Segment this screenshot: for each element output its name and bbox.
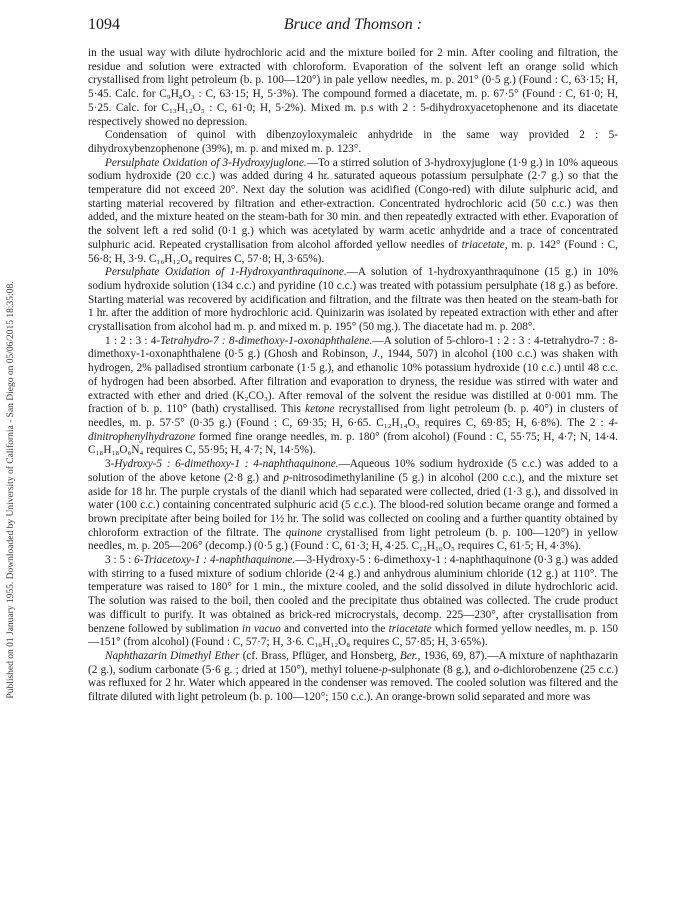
paragraph-p8 xyxy=(88,650,618,705)
italic-run: Tetrahydro-7 : 8-dimethoxy-1-oxonaphthalene. xyxy=(160,334,373,347)
italic-run: in vacuo xyxy=(241,622,281,635)
text-run: -dichlorobenzene (25 c.c.) was refluxed for 2 hr. Water which appeared in the condenser was removed. The cooled solution was filtered and the filtrate diluted with light petroleum (b. p. 100—120°; 150 c.c.). An orange-brown solid separated and more was xyxy=(88,663,618,704)
text-run: 3 : 5 : xyxy=(105,554,135,567)
text-run: —A solution of 1-hydroxyanthraquinone (15 g.) in 10% sodium hydroxide solution (134 c.c.) and pyridine (10 c.c.) was treated with potassium persulphate (18 g.) as before. Starting material was recovered by acidification and filtration, and the filtrate was then heated on the steam-bath for 1 hr. after the addition of more hydrochloric acid. Quinizarin was isolated by repeated extraction with ether and after crystallisation from alcohol had m. p. and mixed m. p. 195° (50 mg.). The diacetate had m. p. 208°. xyxy=(88,266,618,334)
text-run: which formed yellow needles, m. p. 150—151° (from alcohol) (Found : C, 57·7; H, 3·6. C₁₆H₁₂O₈ requires C, 57·85; H, 3·65%). xyxy=(88,622,618,649)
running-head: Bruce and Thomson : xyxy=(283,16,423,33)
paragraph-p2 xyxy=(88,129,618,156)
italic-run: o xyxy=(493,663,500,676)
text-run: (cf. Brass, Pflüger, and Honsberg, xyxy=(239,649,400,662)
text-run: 1 : 2 : 3 : 4- xyxy=(105,334,161,347)
paragraph-p7 xyxy=(88,554,618,650)
text-run: , 1936, 69, 87).—A mixture of naphthazarin (2 g.), sodium carbonate (5·6 g. ; dried at 150°), methyl toluene- xyxy=(88,649,618,676)
page-number: 1094 xyxy=(88,16,120,33)
text-run: —To a stirred solution of 3-hydroxyjuglone (1·9 g.) in 10% aqueous sodium hydroxide (20 c.c.) was added during 4 hr. saturated aqueous potassium persulphate (2·7 g.) so that the temperature did not exceed 20°. Next day the solution was acidified (Congo-red) with dilute sulphuric acid, and starting material recovered by filtration and ether-extraction. Concentrated hydrochloric acid (50 c.c.) was then added, and the mixture heated on the steam-bath for 30 min. and then repeatedly extracted with ether. Evaporation of the solvent left a red solid (0·1 g.) which was acetylated by warm acetic anhydride and a trace of concentrated sulphuric acid. Repeated crystallisation from alcohol afforded yellow needles of xyxy=(88,156,618,251)
text-run: 3- xyxy=(105,458,115,471)
text-run: , 1944, 507) in alcohol (100 c.c.) was shaken with hydrogen, 2% palladised strontium carbonate (1·5 g.), and ethanolic 10% potassium hydroxide (10 c.c.) until 48 c.c. of hydrogen had been absorbed. After filtration and evaporation to dryness, the residue was stirred with water and extracted with ether and dried (K₂CO₃). After removal of the solvent the residue was distilled at 0·001 mm. The fraction of b. p. 110° (bath) crystallised. This xyxy=(88,348,618,416)
text-run: Condensation of quinol with dibenzoyloxymaleic anhydride in the same way provided 2 : 5-dihydroxybenzophenone (39%), m. p. and mixed m. p. 123°. xyxy=(88,129,618,155)
italic-run: triacetate xyxy=(388,622,432,635)
text-run: , m. p. 142° (Found : C, 56·8; H, 3·9. C₁₆H₁₂O₈ requires C, 57·8; H, 3·65%). xyxy=(88,238,618,265)
text-run: crystallised from light petroleum (b. p. 100—120°) in yellow needles, m. p. 205—206° (decomp.) (0·5 g.) (Found : C, 61·3; H, 4·25. C₁₂H₁₀O₅ requires C, 61·5; H, 4·3%). xyxy=(88,526,618,553)
italic-run: Hydroxy-5 : 6-dimethoxy-1 : 4-naphthaquinone. xyxy=(114,458,339,471)
paragraph-p4 xyxy=(88,266,618,335)
text-run: —3-Hydroxy-5 : 6-dimethoxy-1 : 4-naphthaquinone (0·3 g.) was added with stirring to a fused mixture of sodium chloride (2·4 g.) and anhydrous aluminium chloride (12 g.) at 110°. The temperature was raised to 180° for 1 min., the mixture cooled, and the solid dissolved in dilute hydrochloric acid. The solution was raised to the boil, then cooled and the precipitate thus obtained was collected. The crude product was difficult to purify. It was obtained as brick-red microcrystals, decomp. 225—230°, after crystallisation from benzene followed by sublimation xyxy=(88,554,618,635)
italic-run: Naphthazarin Dimethyl Ether xyxy=(105,649,240,662)
download-notice-sidebar xyxy=(4,90,18,890)
text-run: and converted into the xyxy=(280,622,389,635)
download-notice-text: Published on 01 January 1955. Downloaded by University of California - San Diego on 05/06/2015 18:35:08. xyxy=(6,281,16,699)
italic-run: p xyxy=(283,471,289,484)
text-run: —Aqueous 10% sodium hydroxide (5 c.c.) was added to a solution of the above ketone (2·8 g.) and xyxy=(88,458,618,484)
text-run: -sulphonate (8 g.), and xyxy=(387,663,494,676)
italic-run: quinone xyxy=(285,526,322,539)
italic-run: 6-Triacetoxy-1 : 4-naphthaquinone. xyxy=(134,554,296,567)
text-run: -nitrosodimethylaniline (5 g.) in alcohol (200 c.c.), and the mixture set aside for 18 hr. The purple crystals of the dianil which had separated were collected, dried (1·3 g.), and dissolved in water (100 c.c.) containing concentrated sulphuric acid (5 c.c.). The blood-red solution became orange and formed a brown precipitate after being boiled for 1½ hr. The solid was collected on cooling and a further quantity obtained by chloroform extraction of the filtrate. The xyxy=(88,471,618,539)
italic-run: ketone xyxy=(305,403,335,416)
text-run: in the usual way with dilute hydrochloric acid and the mixture boiled for 2 min. After cooling and filtration, the residue and solution were extracted with chloroform. Evaporation of the solvent left an orange solid which crystallised from light petroleum (b. p. 100—120°) in pale yellow needles, m. p. 201° (0·5 g.) (Found : C, 63·15; H, 5·45. Calc. for C₉H₈O₃ : C, 63·15; H, 5·3%). The compound formed a diacetate, m. p. 67·5° (Found : C, 61·0; H, 5·25. Calc. for C₁₃H₁₂O₅ : C, 61·0; H, 5·2%). Mixed m. p.s with 2 : 5-dihydroxyacetophenone and its diacetate respectively showed no depression. xyxy=(88,47,618,128)
text-run: recrystallised from light petroleum (b. p. 40°) in clusters of needles, m. p. 57·5° (0·35 g.) (Found : C, 69·35; H, 6·65. C₁₂H₁₄O₃ requires C, 69·85; H, 6·8%). The 2 : xyxy=(88,403,618,429)
text-run: formed fine orange needles, m. p. 180° (from alcohol) (Found : C, 55·75; H, 4·7; N, 14·4. C₁₈H₁₈O₆N₄ requires C, 55·95; H, 4·7; N, 14·5%). xyxy=(88,430,618,457)
paragraph-p5 xyxy=(88,335,618,458)
paragraph-p1 xyxy=(88,47,618,129)
paragraph-p3 xyxy=(88,157,618,267)
italic-run: triacetate xyxy=(461,238,505,251)
italic-run: J. xyxy=(372,348,381,361)
page-header xyxy=(88,14,618,38)
italic-run: p xyxy=(382,663,388,676)
paragraph-p6 xyxy=(88,458,618,554)
text-run: —A solution of 5-chloro-1 : 2 : 3 : 4-tetrahydro-7 : 8-dimethoxy-1-oxonaphthalene (0·5 g.) (Ghosh and Robinson, xyxy=(88,334,618,361)
italic-run: 4-dinitrophenylhydrazone xyxy=(88,416,618,443)
article-body xyxy=(88,47,618,903)
italic-run: Persulphate Oxidation of 3-Hydroxyjuglone. xyxy=(105,156,307,169)
italic-run: Ber. xyxy=(399,649,418,662)
italic-run: Persulphate Oxidation of 1-Hydroxyanthraquinone. xyxy=(105,266,347,279)
